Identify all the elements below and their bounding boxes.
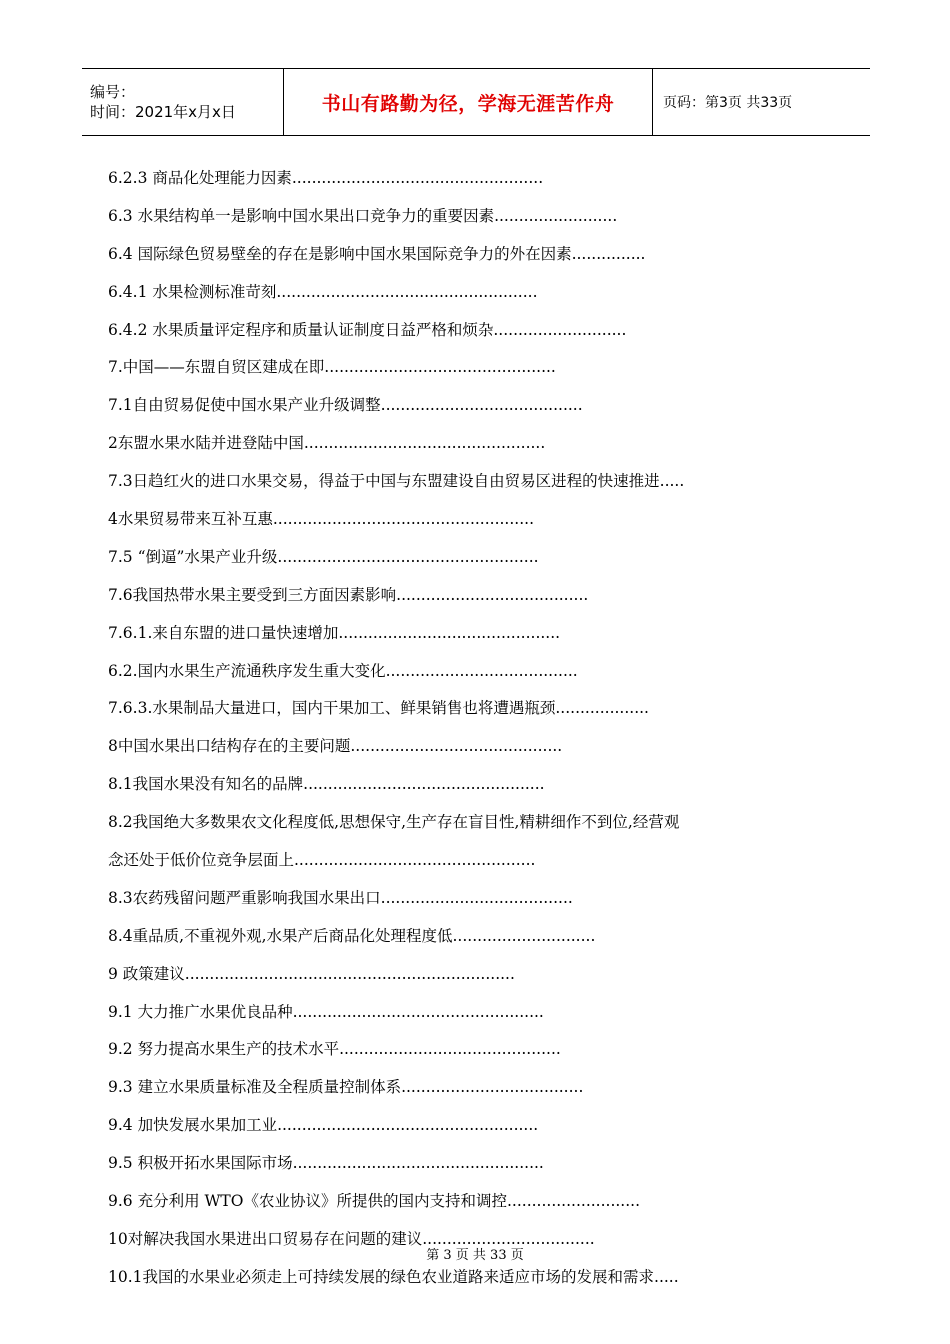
toc-entry[interactable]: 9.4 加快发展水果加工业.....................................................: [108, 1116, 539, 1135]
toc-entry[interactable]: 7.6我国热带水果主要受到三方面因素影响.......................................: [108, 585, 589, 604]
toc-entry[interactable]: 9.2 努力提高水果生产的技术水平.............................................: [108, 1040, 561, 1059]
toc-entry[interactable]: 9.3 建立水果质量标准及全程质量控制体系.....................................: [108, 1078, 584, 1097]
page-footer: 第 3 页 共 33 页: [426, 1248, 524, 1263]
header-page-cell: [653, 69, 870, 135]
page-header: [82, 68, 870, 136]
toc-entry[interactable]: 8.2我国绝大多数果农文化程度低,思想保守,生产存在盲目性,精耕细作不到位,经营观: [108, 813, 680, 832]
toc-entry[interactable]: 9.5 积极开拓水果国际市场...................................................: [108, 1154, 544, 1173]
toc-entry[interactable]: 7.6.1.来自东盟的进口量快速增加.............................................: [108, 623, 561, 642]
toc-entry[interactable]: 2东盟水果水陆并进登陆中国.................................................: [108, 434, 546, 453]
toc-entry[interactable]: 9.1 大力推广水果优良品种...................................................: [108, 1002, 544, 1021]
toc-entry[interactable]: 8中国水果出口结构存在的主要问题...........................................: [108, 737, 563, 756]
toc-entry[interactable]: 7.中国——东盟自贸区建成在即...............................................: [108, 358, 556, 377]
page-info: 页码：第3页 共33页: [663, 95, 793, 111]
toc-entry[interactable]: 9.6 充分利用 WTO《农业协议》所提供的国内支持和调控...........................: [108, 1192, 641, 1211]
toc-entry[interactable]: 6.2.3 商品化处理能力因素...................................................: [108, 169, 544, 187]
toc-entry[interactable]: 6.3 水果结构单一是影响中国水果出口竞争力的重要因素.........................: [108, 206, 618, 225]
toc-entry[interactable]: 6.4.1 水果检测标准苛刻.....................................................: [108, 282, 538, 301]
table-of-contents: [108, 160, 843, 1297]
toc-entry[interactable]: 4水果贸易带来互补互惠.....................................................: [108, 510, 534, 529]
header-left-cell: [82, 69, 283, 135]
toc-entry[interactable]: 7.3日趋红火的进口水果交易，得益于中国与东盟建设自由贸易区进程的快速推进.....: [108, 472, 685, 491]
toc-entry[interactable]: 8.4重品质,不重视外观,水果产后商品化处理程度低.............................: [108, 926, 596, 945]
toc-entry[interactable]: 10对解决我国水果进出口贸易存在问题的建议...................................: [108, 1229, 595, 1248]
date-label: 时间：2021年x月x日: [90, 103, 236, 121]
toc-entry[interactable]: 7.5 “倒逼”水果产业升级.....................................................: [108, 547, 539, 566]
number-label: 编号：: [90, 83, 136, 101]
toc-entry[interactable]: 8.3农药残留问题严重影响我国水果出口.......................................: [108, 888, 573, 907]
toc-entry[interactable]: 6.4.2 水果质量评定程序和质量认证制度日益严格和烦杂...........................: [108, 320, 627, 339]
toc-entry[interactable]: 10.1我国的水果业必须走上可持续发展的绿色农业道路来适应市场的发展和需求.....: [108, 1267, 679, 1286]
toc-entry[interactable]: 7.1自由贸易促使中国水果产业升级调整.........................................: [108, 396, 583, 415]
toc-entry[interactable]: 6.4 国际绿色贸易壁垒的存在是影响中国水果国际竞争力的外在因素...............: [108, 244, 646, 263]
toc-entry[interactable]: 8.1我国水果没有知名的品牌.................................................: [108, 775, 545, 794]
toc-entry[interactable]: 7.6.3.水果制品大量进口，国内干果加工、鲜果销售也将遭遇瓶颈...................: [108, 699, 649, 718]
toc-entry[interactable]: 9 政策建议...................................................................: [108, 964, 515, 983]
header-motto-cell: [283, 69, 653, 135]
toc-entry[interactable]: 念还处于低价位竞争层面上.................................................: [108, 851, 536, 870]
motto-text: 书山有路勤为径，学海无涯苦作舟: [321, 92, 615, 115]
toc-entry[interactable]: 6.2.国内水果生产流通秩序发生重大变化.......................................: [108, 661, 578, 680]
